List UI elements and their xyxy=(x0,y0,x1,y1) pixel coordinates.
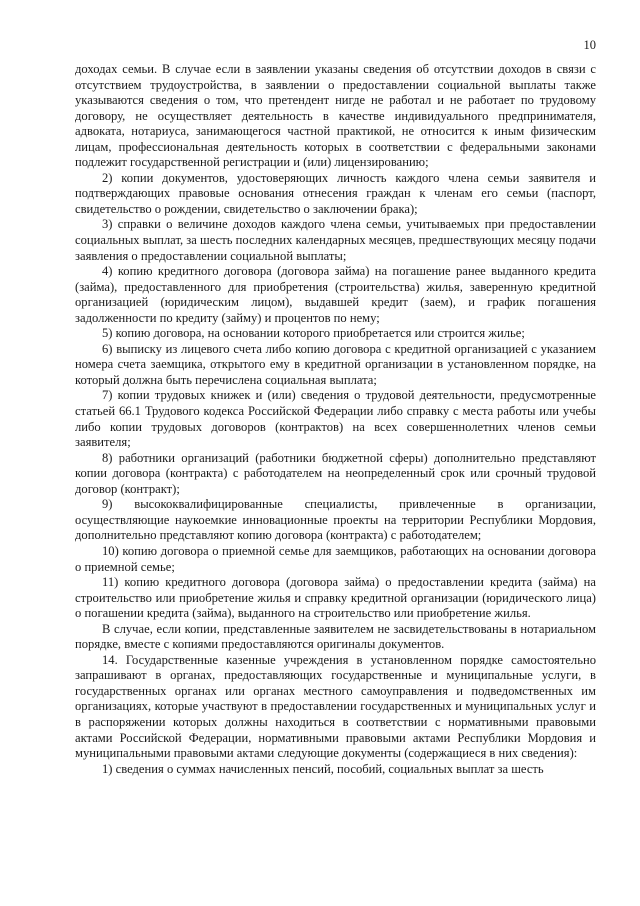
list-item-5: 5) копию договора, на основании которого приобретается или строится жилье; xyxy=(102,326,525,341)
list-item-3: 3) справки о величине доходов каждого члена семьи, учитываемых при предоставлении социальных выплат, за шесть последних календарных месяцев, предшествующих месяцу подачи заявления о предоставлении социальной выплаты; xyxy=(75,217,596,263)
list-item-10: 10) копию договора о приемной семье для заемщиков, работающих на основании договора о приемной семье; xyxy=(75,543,596,574)
paragraph-section-14: 14. Государственные казенные учреждения в установленном порядке самостоятельно запрашивают в органах, предоставляющих государственные и муниципальные услуги, в государственных органах или органах местного самоуправления и подведомственных им организациях, которые участвуют в предоставлении государственных и муниципальных услуг и в распоряжении которых должны находиться в соответствии с нормативными правовыми актами Российской Федерации, нормативными правовыми актами Республики Мордовия и муниципальными правовыми актами следующие документы (содержащиеся в них сведения): xyxy=(75,652,596,761)
paragraph-income-continuation: доходах семьи. В случае если в заявлении указаны сведения об отсутствии доходов в связи с отсутствием трудоустройства, в заявлении о предоставлении социальной выплаты также указываются сведения о том, что претендент нигде не работал и не работает по трудовому договору, не осуществляет деятельность в качестве индивидуального предпринимателя, адвоката, нотариуса, занимающегося частной практикой, не относится к иным физическим лицам, профессиональная деятельность которых в соответствии с федеральными законами подлежит государственной регистрации и (или) лицензированию; xyxy=(75,62,596,170)
list-item-14-1: 1) сведения о суммах начисленных пенсий, пособий, социальных выплат за шесть xyxy=(102,761,544,776)
list-item-6: 6) выписку из лицевого счета либо копию договора с кредитной организацией с указанием номера счета заемщика, открытого ему в кредитной организации в установленном порядке, на который должна быть перечислена социальная выплата; xyxy=(75,341,596,387)
list-item-2: 2) копии документов, удостоверяющих личность каждого члена семьи заявителя и подтверждающих правовые основания отнесения граждан к членам его семьи (паспорт, свидетельство о рождении, свидетельство о заключении брака); xyxy=(75,170,596,216)
list-item-11: 11) копию кредитного договора (договора займа) о предоставлении кредита (займа) на строительство или приобретение жилья и справку кредитной организации (юридического лица) о погашении кредита (займа), выданного на строительство или приобретение жилья. xyxy=(75,575,596,621)
list-item-7: 7) копии трудовых книжек и (или) сведения о трудовой деятельности, предусмотренные статьей 66.1 Трудового кодекса Российской Федерации либо справку с места работы или учебы либо копии трудовых договоров (контрактов) на всех совершеннолетних членов семьи заявителя; xyxy=(75,388,596,450)
page-number: 10 xyxy=(583,38,596,52)
document-body xyxy=(75,62,596,777)
list-item-4: 4) копию кредитного договора (договора займа) на погашение ранее выданного кредита (займа), предоставленного для приобретения (строительства) жилья, заверенную кредитной организацией (юридическим лицом), выдавшей кредит (заем), и график погашения задолженности по кредиту (займу) и процентов по нему; xyxy=(75,264,596,325)
list-item-9: 9) высококвалифицированные специалисты, привлеченные в организации, осуществляющие наукоемкие инновационные проекты на территории Республики Мордовия, дополнительно представляют копию договора (контракта) с работодателем; xyxy=(75,497,596,543)
list-item-8: 8) работники организаций (работники бюджетной сферы) дополнительно представляют копии договора (контракта) с работодателем на неопределенный срок или срочный трудовой договор (контракт); xyxy=(75,450,596,496)
paragraph-originals-note: В случае, если копии, представленные заявителем не засвидетельствованы в нотариальном порядке, вместе с копиями предоставляются оригиналы документов. xyxy=(75,621,596,652)
